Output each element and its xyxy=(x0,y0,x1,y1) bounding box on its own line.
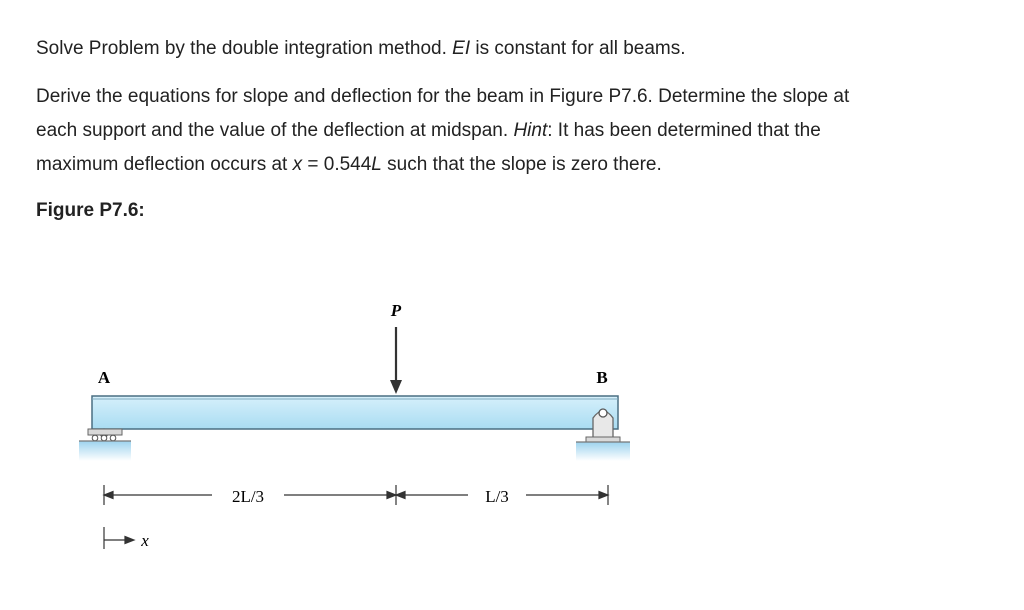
l-variable: L xyxy=(371,154,382,175)
hint-label: Hint xyxy=(513,120,548,141)
ei-symbol: EI xyxy=(452,38,471,59)
instruction-text-end: is constant for all beams. xyxy=(470,38,686,59)
dimension-left-label: 2L/3 xyxy=(231,487,265,506)
problem-text: maximum deflection occurs at xyxy=(36,154,293,175)
ground-b xyxy=(576,442,630,461)
support-a-label: A xyxy=(97,368,111,387)
dimension-right-label: L/3 xyxy=(485,487,509,506)
x-axis-marker xyxy=(104,527,134,549)
beam xyxy=(92,396,618,429)
problem-line-1: Derive the equations for slope and deflection for the beam in Figure P7.6. Determine the slope at xyxy=(36,86,850,107)
load-arrow xyxy=(390,327,402,394)
equation-text: = 0.544 xyxy=(302,154,372,175)
instruction-text: Solve Problem by the double integration method. xyxy=(36,38,453,59)
x-variable: x xyxy=(292,154,303,175)
roller-support-a xyxy=(79,429,131,461)
problem-text-end: : It has been determined that the xyxy=(547,120,821,141)
ground-a xyxy=(79,441,131,461)
dimension-line xyxy=(104,485,608,505)
support-b-label: B xyxy=(596,368,608,387)
problem-text: each support and the value of the deflection at midspan. xyxy=(36,120,514,141)
x-axis-label: x xyxy=(141,531,149,550)
load-label: P xyxy=(390,301,402,320)
figure-title: Figure P7.6: xyxy=(36,200,145,221)
problem-text-end: such that the slope is zero there. xyxy=(381,154,662,175)
